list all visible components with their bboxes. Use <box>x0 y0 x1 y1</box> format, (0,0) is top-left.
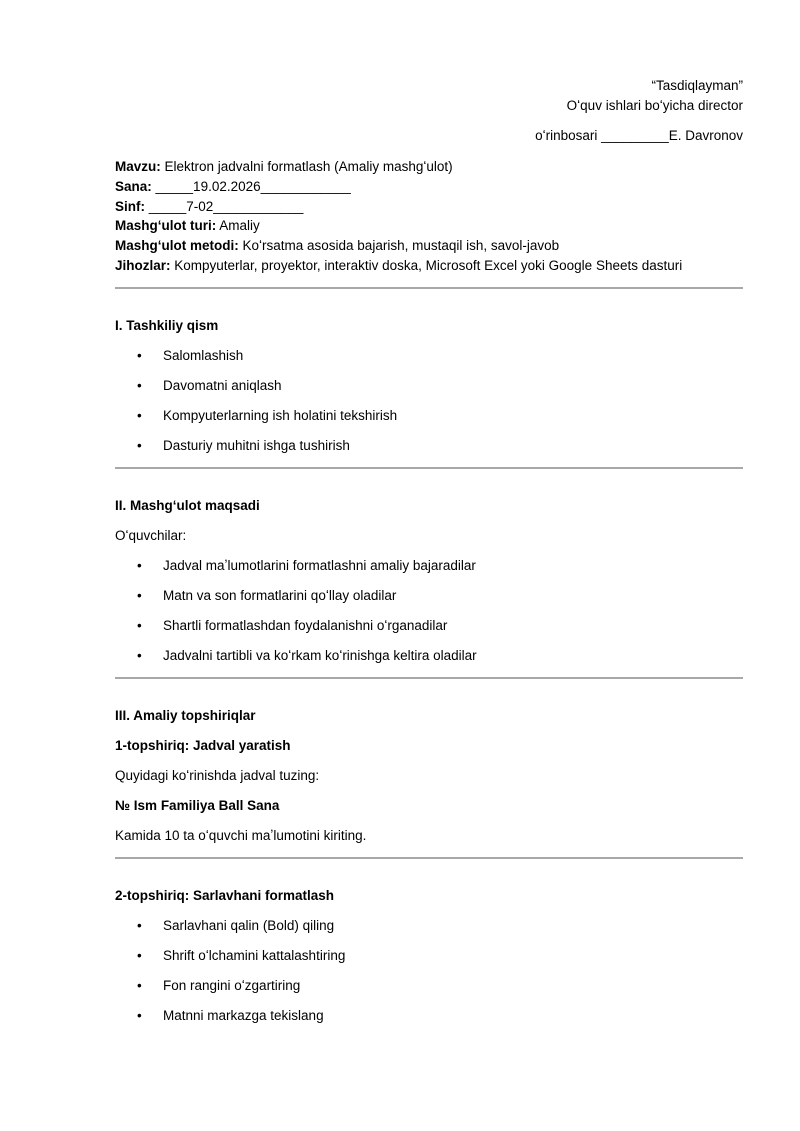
task1-columns: № Ism Familiya Ball Sana <box>115 797 280 813</box>
section2-list <box>115 556 743 666</box>
list-item: • Dasturiy muhitni ishga tushirish <box>137 437 350 453</box>
list-item: • Sarlavhani qalin (Bold) qiling <box>137 917 335 933</box>
lesson-meta <box>115 157 743 276</box>
task1-title: 1-topshiriq: Jadval yaratish <box>115 737 291 753</box>
section1-list <box>115 346 743 456</box>
divider <box>115 677 743 679</box>
section2-title: II. Mashgʻulot maqsadi <box>115 497 260 513</box>
approval-title: “Tasdiqlayman” <box>651 78 743 93</box>
list-item: • Fon rangini oʻzgartiring <box>137 977 301 993</box>
section1-title: I. Tashkiliy qism <box>115 317 219 333</box>
list-item: • Shrift oʻlchamini kattalashtiring <box>137 947 346 963</box>
approval-block <box>115 76 743 146</box>
meta-lesson-type: Mashgʻulot turi: Amaliy <box>115 218 260 234</box>
task1-note: Kamida 10 ta oʻquvchi maʼlumotini kiriting. <box>115 827 367 843</box>
list-item: • Jadval maʼlumotlarini formatlashni amaliy bajaradilar <box>137 557 476 573</box>
section3-title: III. Amaliy topshiriqlar <box>115 707 256 723</box>
document-page <box>115 76 743 1026</box>
divider <box>115 467 743 469</box>
divider <box>115 857 743 859</box>
list-item: • Jadvalni tartibli va koʻrkam koʻrinishga keltira oladilar <box>137 647 477 663</box>
meta-topic: Mavzu: Elektron jadvalni formatlash (Amaliy mashgʻulot) <box>115 159 453 174</box>
approval-position: Oʻquv ishlari boʻyicha director <box>566 98 743 113</box>
meta-lesson-method: Mashgʻulot metodi: Koʻrsatma asosida bajarish, mustaqil ish, savol-javob <box>115 238 560 254</box>
list-item: • Matnni markazga tekislang <box>137 1007 324 1023</box>
list-item: • Kompyuterlarning ish holatini tekshirish <box>137 407 398 423</box>
list-item: • Salomlashish <box>137 347 244 363</box>
task2-list <box>115 916 743 1026</box>
approval-signature: oʻrinbosari _________E. Davronov <box>535 128 743 143</box>
task1-intro: Quyidagi koʻrinishda jadval tuzing: <box>115 767 320 783</box>
meta-class: Sinf: _____7-02____________ <box>115 198 304 214</box>
list-item: • Matn va son formatlarini qoʻllay oladilar <box>137 587 397 603</box>
section2-intro: Oʻquvchilar: <box>115 527 187 543</box>
list-item: • Davomatni aniqlash <box>137 377 282 393</box>
meta-date: Sana: _____19.02.2026____________ <box>115 178 351 194</box>
task2-title: 2-topshiriq: Sarlavhani formatlash <box>115 887 335 903</box>
meta-equipment: Jihozlar: Kompyuterlar, proyektor, interaktiv doska, Microsoft Excel yoki Google Sheets dasturi <box>115 257 683 273</box>
list-item: • Shartli formatlashdan foydalanishni oʻrganadilar <box>137 617 448 633</box>
divider <box>115 287 743 289</box>
